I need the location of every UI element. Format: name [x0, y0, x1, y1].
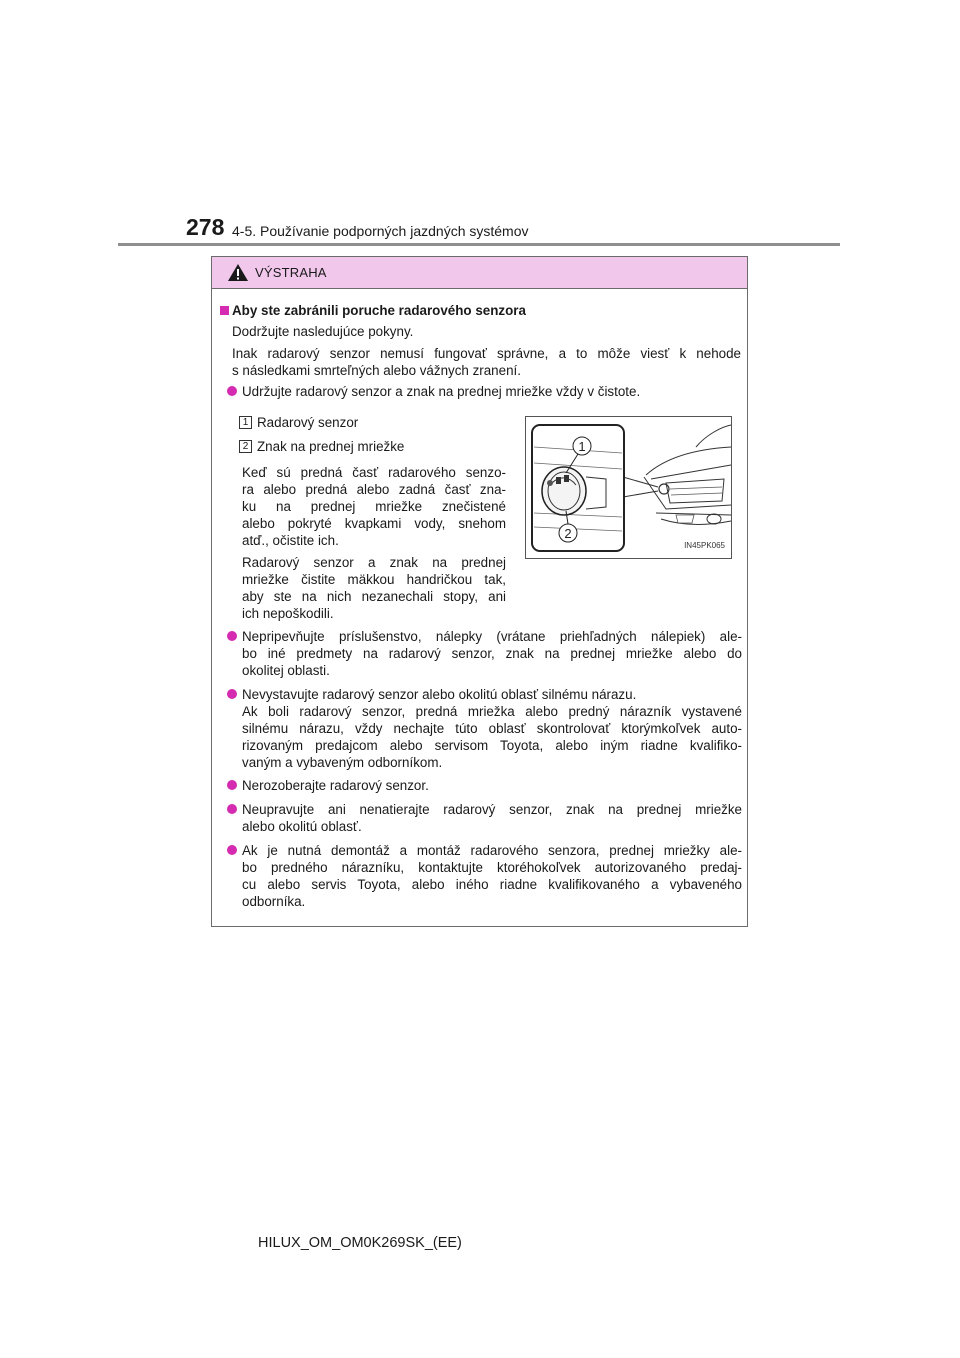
warning-header: [212, 257, 747, 289]
warning-heading: Aby ste zabránili poruche radarového senzora: [232, 303, 526, 318]
bullet-no-modify-line-2: alebo okolitú oblasť.: [242, 819, 362, 834]
item-number-1: 1: [239, 416, 252, 429]
heading-square-icon: [220, 306, 229, 315]
soft-cloth-line-2: mriežke čistite mäkkou handričkou tak,: [242, 572, 506, 587]
bullet-no-accessories-line-1: Nepripevňujte príslušenstvo, nálepky (vrátane priehľadných nálepiek) ale-: [242, 629, 742, 644]
bullet-dot-icon: [227, 631, 237, 641]
warning-box: [211, 256, 748, 927]
figure-callout-1: 1: [578, 439, 586, 454]
item-label-grille-emblem: Znak na prednej mriežke: [257, 439, 405, 454]
bullet-contact-dealer-line-4: odborníka.: [242, 894, 306, 909]
warning-triangle-icon: [227, 263, 249, 282]
bullet-dot-icon: [227, 689, 237, 699]
bullet-dot-icon: [227, 804, 237, 814]
bullet-no-accessories-line-2: bo iné predmety na radarový senzor, znak na prednej mriežke alebo do: [242, 646, 742, 661]
bullet-dot-icon: [227, 780, 237, 790]
page-number: 278: [186, 214, 225, 240]
intro-text-1: Dodržujte nasledujúce pokyny.: [232, 324, 414, 339]
bullet-dot-icon: [227, 845, 237, 855]
warning-title: VÝSTRAHA: [255, 265, 327, 280]
section-title: 4-5. Používanie podporných jazdných systémov: [232, 223, 529, 239]
soft-cloth-line-4: ich nepoškodili.: [242, 606, 334, 621]
bullet-no-impact-line-4: rizovaným predajcom alebo servisom Toyota, alebo iným riadne kvalifiko-: [242, 738, 742, 753]
clean-text-line-4: alebo pokryté kvapkami vody, snehom: [242, 516, 506, 531]
bullet-contact-dealer-line-1: Ak je nutná demontáž a montáž radarového senzora, prednej mriežky ale-: [242, 843, 742, 858]
clean-text-line-2: ra alebo predná alebo zadná časť zna-: [242, 482, 506, 497]
bullet-no-impact-line-5: vaným a vybaveným odborníkom.: [242, 755, 443, 770]
bullet-contact-dealer-line-2: bo predného nárazníku, kontaktujte ktoréhokoľvek autorizovaného predaj-: [242, 860, 742, 875]
bullet-no-impact-line-3: silnému nárazu, vždy nechajte túto oblasť skontrolovať ktorýmkoľvek auto-: [242, 721, 742, 736]
radar-sensor-figure: [525, 416, 732, 559]
bullet-dot-icon: [227, 386, 237, 396]
intro-text-2-line-2: s následkami smrteľných alebo vážnych zranení.: [232, 363, 521, 378]
bullet-no-disassembly: Nerozoberajte radarový senzor.: [242, 778, 429, 793]
figure-code: IN45PK065: [684, 541, 725, 550]
clean-text-line-1: Keď sú predná časť radarového senzo-: [242, 465, 506, 480]
header-rule: [118, 243, 840, 246]
bullet-no-impact-line-1: Nevystavujte radarový senzor alebo okolitú oblasť silnému nárazu.: [242, 687, 637, 702]
bullet-keep-clean: Udržujte radarový senzor a znak na prednej mriežke vždy v čistote.: [242, 384, 641, 399]
figure-callout-2: 2: [564, 526, 572, 541]
bullet-no-impact-line-2: Ak boli radarový senzor, predná mriežka alebo predný nárazník vystavené: [242, 704, 742, 719]
clean-text-line-3: ku na prednej mriežke znečistené: [242, 499, 506, 514]
soft-cloth-line-3: aby ste na nich nezanechali stopy, ani: [242, 589, 506, 604]
intro-text-2-line-1: Inak radarový senzor nemusí fungovať správne, a to môže viesť k nehode: [232, 346, 741, 361]
document-code: HILUX_OM_OM0K269SK_(EE): [258, 1235, 462, 1251]
bullet-no-modify-line-1: Neupravujte ani nenatierajte radarový senzor, znak na prednej mriežke: [242, 802, 742, 817]
bullet-no-accessories-line-3: okolitej oblasti.: [242, 663, 330, 678]
clean-text-line-5: atď., očistite ich.: [242, 533, 339, 548]
item-label-radar-sensor: Radarový senzor: [257, 415, 359, 430]
item-number-2: 2: [239, 440, 252, 453]
bullet-contact-dealer-line-3: cu alebo servis Toyota, alebo iného riadne kvalifikovaného a vybaveného: [242, 877, 742, 892]
soft-cloth-line-1: Radarový senzor a znak na prednej: [242, 555, 506, 570]
